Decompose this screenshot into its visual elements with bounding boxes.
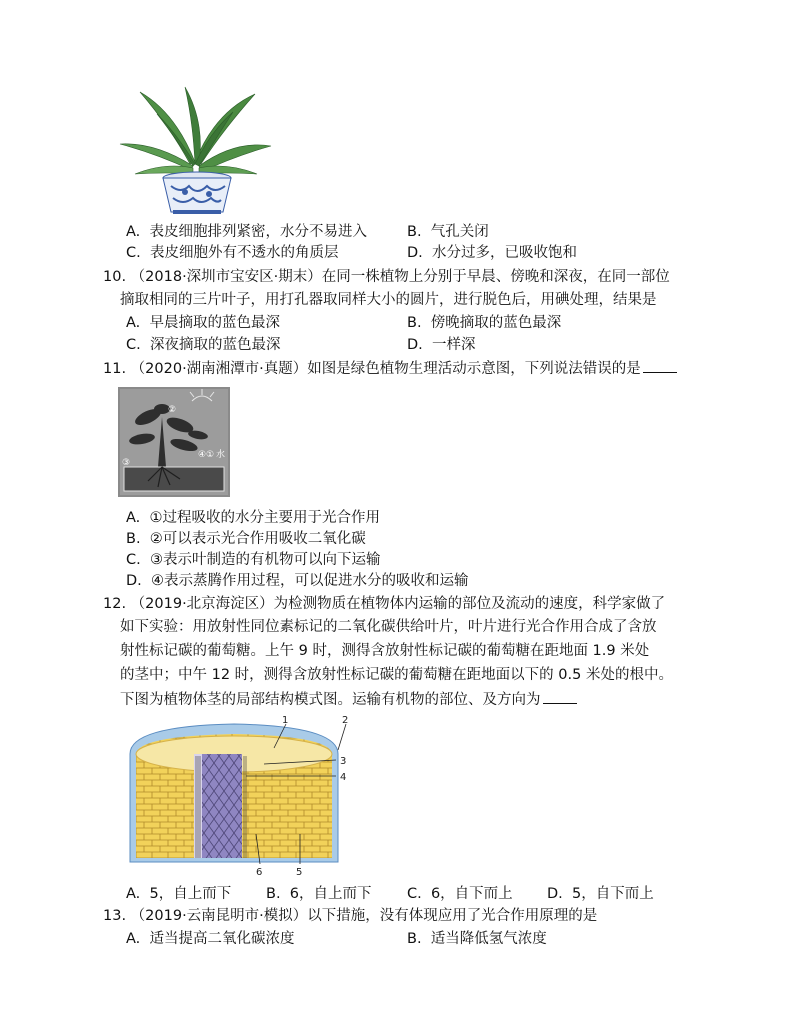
label-5: 5 xyxy=(296,867,303,878)
q10-option-a: A. 早晨摘取的蓝色最深 xyxy=(126,315,280,331)
q9-option-d: D. 水分过多，已吸收饱和 xyxy=(407,245,577,261)
q10-option-d: D. 一样深 xyxy=(407,337,476,353)
label-water: 水 xyxy=(216,450,226,460)
label-3: 3 xyxy=(340,756,347,767)
q12-option-d: D. 5，自下而上 xyxy=(547,886,654,902)
q12-stem-line-4: 的茎中；中午 12 时，测得含放射性标记碳的葡萄糖在距地面以下的 0.5 米处的根中。 xyxy=(120,667,673,683)
q12-stem-line-1: 12. （2019·北京海淀区）为检测物质在植物体内运输的部位及流动的速度，科学家做了 xyxy=(103,596,666,612)
stem-structure-diagram xyxy=(124,714,364,878)
q11-option-a: A. ①过程吸收的水分主要用于光合作用 xyxy=(126,510,380,526)
plant-pot xyxy=(163,172,231,214)
q13-option-a: A. 适当提高二氧化碳浓度 xyxy=(126,931,295,947)
q10-option-c: C. 深夜摘取的蓝色最深 xyxy=(126,337,281,353)
label-3: ③ xyxy=(122,458,131,468)
plant-leaves xyxy=(120,87,271,174)
answer-blank xyxy=(543,689,577,704)
label-4: 4 xyxy=(340,772,347,783)
q10-stem-line-1: 10. （2018·深圳市宝安区·期末）在同一株植物上分别于早晨、傍晚和深夜，在同一部位 xyxy=(103,269,670,285)
label-1: ① xyxy=(206,450,215,460)
q11-option-b: B. ②可以表示光合作用吸收二氧化碳 xyxy=(126,531,366,547)
q11-stem-line-1: 11. （2020·湖南湘潭市·真题）如图是绿色植物生理活动示意图，下列说法错误的是 xyxy=(103,358,677,379)
q12-stem-line-5: 下图为植物体茎的局部结构模式图。运输有机物的部位、及方向为 xyxy=(120,689,577,710)
q13-option-b: B. 适当降低氢气浓度 xyxy=(407,931,547,947)
q11-option-c: C. ③表示叶制造的有机物可以向下运输 xyxy=(126,552,381,568)
answer-blank xyxy=(643,358,677,373)
label-1: 1 xyxy=(282,715,289,726)
potted-plant-image xyxy=(115,82,275,218)
q12-stem-line-3: 射性标记碳的葡萄糖。上午 9 时，测得含放射性标记碳的葡萄糖在距地面 1.9 米处 xyxy=(120,643,650,659)
label-2: ② xyxy=(168,405,177,415)
q9-option-b: B. 气孔关闭 xyxy=(407,224,489,240)
label-6: 6 xyxy=(256,867,263,878)
label-2: 2 xyxy=(342,715,349,726)
label-4: ④ xyxy=(198,450,207,460)
plant-physiology-diagram xyxy=(118,387,230,497)
q9-option-c: C. 表皮细胞外有不透水的角质层 xyxy=(126,245,339,261)
q13-stem-line-1: 13. （2019·云南昆明市·模拟）以下措施，没有体现应用了光合作用原理的是 xyxy=(103,908,598,924)
q12-option-c: C. 6，自下而上 xyxy=(407,886,513,902)
q10-option-b: B. 傍晚摘取的蓝色最深 xyxy=(407,315,562,331)
q9-option-a: A. 表皮细胞排列紧密，水分不易进入 xyxy=(126,224,367,240)
q10-stem-line-2: 摘取相同的三片叶子，用打孔器取同样大小的圆片，进行脱色后，用碘处理，结果是 xyxy=(120,292,657,308)
q11-option-d: D. ④表示蒸腾作用过程，可以促进水分的吸收和运输 xyxy=(126,573,469,589)
q12-stem-line-2: 如下实验：用放射性同位素标记的二氧化碳供给叶片，叶片进行光合作用合成了含放 xyxy=(120,619,657,635)
q12-option-a: A. 5，自上而下 xyxy=(126,886,232,902)
q12-option-b: B. 6，自上而下 xyxy=(266,886,372,902)
